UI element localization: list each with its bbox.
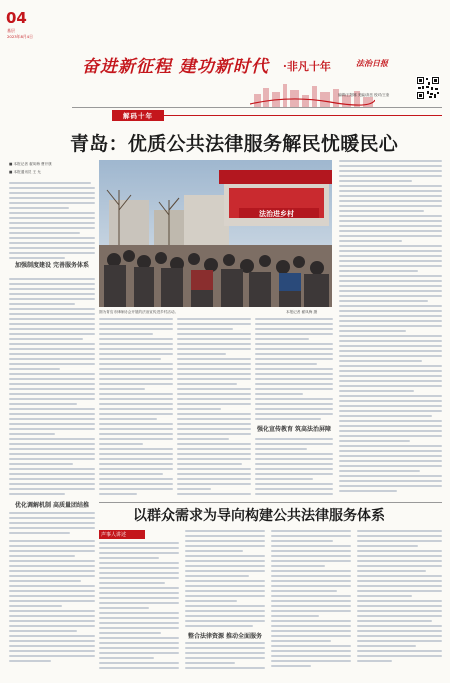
article2-column-4: [357, 530, 442, 672]
editors-line: 编辑/王阳娜 美编/高岳 校对/王奎: [338, 93, 390, 97]
header-slogan: 奋进新征程 建功新时代: [82, 57, 269, 77]
article2-column-1: [99, 542, 179, 672]
article1-column-1: [9, 182, 95, 498]
article2-headline: 以群众需求为导向构建公共法律服务体系: [133, 508, 385, 524]
photo-caption: 图为青岛市律师协会开展的法治宣传进乡村活动。: [99, 310, 179, 314]
qr-code: [416, 76, 440, 100]
page-date: 2023年8月4日: [7, 34, 33, 39]
page-number: 04: [6, 9, 27, 27]
article2-column-2: [185, 530, 265, 672]
page-section: 基层: [7, 28, 15, 33]
newspaper-logo: 法治日报: [356, 58, 388, 68]
article1-column-2: [99, 318, 173, 498]
subhead-1: 加强制度建设 完善服务体系: [14, 262, 90, 269]
subhead-3: 强化宣传教育 筑高法治屏障: [255, 420, 333, 436]
subhead-2: 优化调解机制 高质量团结推: [14, 502, 90, 509]
article1-column-1c: [9, 540, 95, 670]
header-sub-slogan: ·非凡十年: [283, 60, 331, 73]
byline-reporters: ■ 本报记者 翟凤梅 曹开康: [9, 162, 52, 166]
photo-credit: 本报记者 翟凤梅 摄: [286, 310, 318, 314]
article1-column-1b: [9, 500, 95, 540]
article2-column-3: [271, 530, 351, 672]
article1-photo: [99, 160, 332, 307]
article2-subhead: 整合法律资源 推动全面服务: [187, 633, 263, 640]
article1-column-3: [177, 318, 251, 498]
article1-headline: 青岛：优质公共法律服务解民忧暖民心: [70, 133, 399, 155]
photo-stage-banner: 法治进乡村: [259, 209, 294, 218]
byline-correspondent: ■ 本报通讯员 王 允: [9, 170, 41, 174]
header-rule: [72, 107, 442, 108]
article1-column-4: [255, 318, 333, 498]
article1-column-5: [339, 160, 442, 498]
banner-rule: [164, 115, 442, 116]
section-banner-label: 解码十年: [123, 112, 153, 120]
article2-rule-top: [99, 502, 442, 503]
article2-tag-label: 声事人讲述: [101, 532, 127, 538]
article1-byline: [9, 162, 77, 175]
